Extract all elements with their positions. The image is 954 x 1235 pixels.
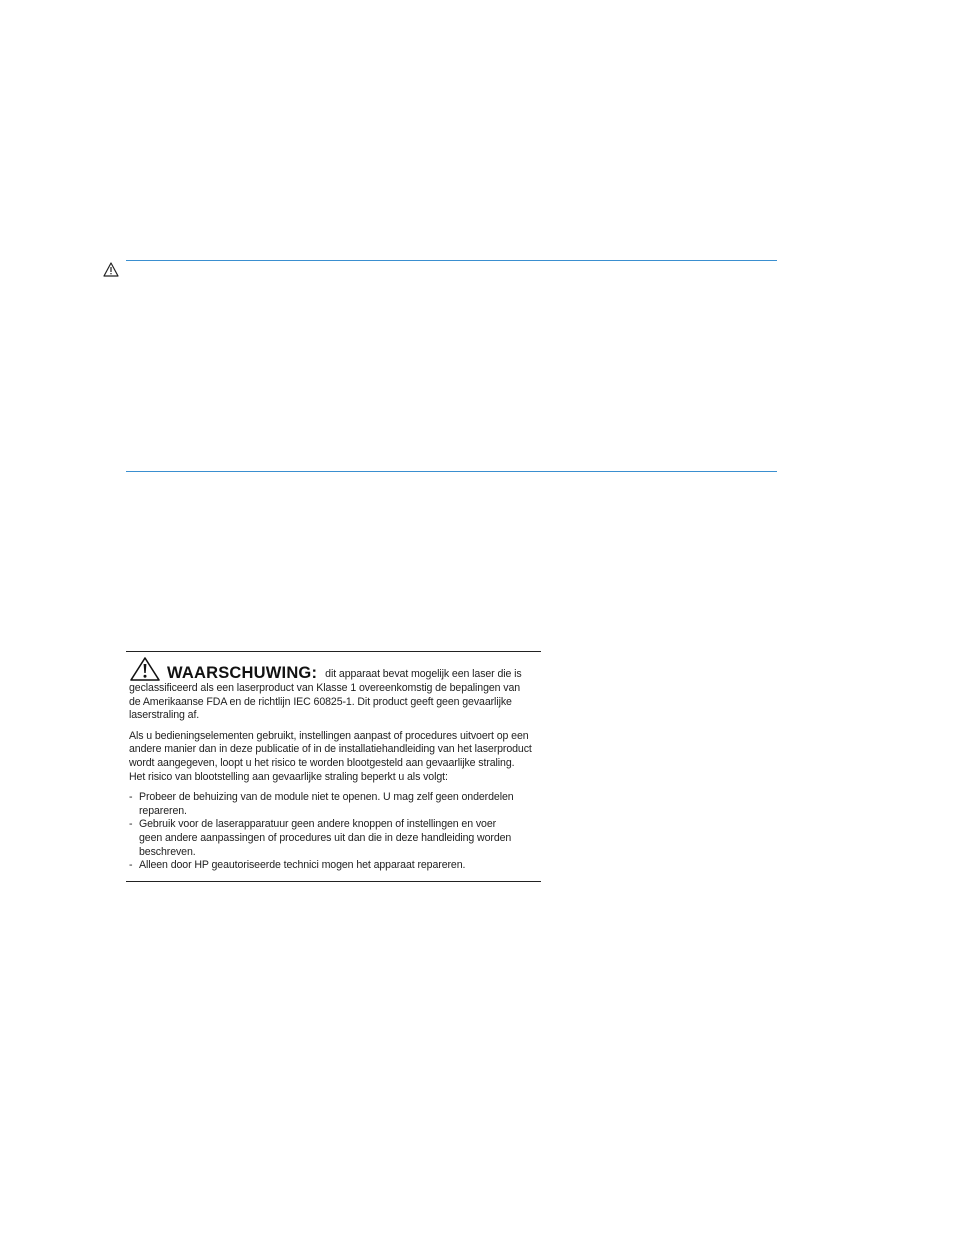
label-intro-first-line: dit apparaat bevat mogelijk een laser die is bbox=[325, 668, 522, 680]
list-item bbox=[129, 791, 541, 818]
list-item bbox=[129, 859, 541, 873]
label-title: WAARSCHUWING: bbox=[167, 664, 318, 682]
label-heading-row bbox=[129, 658, 541, 682]
laser-warning-label bbox=[126, 651, 541, 882]
list-item-text: Alleen door HP geautoriseerde technici mogen het apparaat repareren. bbox=[139, 859, 466, 872]
label-paragraph: Als u bedieningselementen gebruikt, instellingen aanpast of procedures uitvoert op een andere manier dan in deze publicatie of in de installatiehandleiding van het laserproduct wordt aangegeven, loopt u het risico te worden blootgesteld aan gevaarlijke straling. Het risico van blootstelling aan gevaarlijke straling beperkt u als volgt: bbox=[129, 729, 532, 783]
exclamation-triangle-icon bbox=[129, 656, 161, 682]
list-dash: - bbox=[129, 791, 133, 804]
list-dash: - bbox=[129, 818, 133, 831]
list-item-text: Gebruik voor de laserapparatuur geen andere knoppen of instellingen en voer geen andere aanpassingen of procedures uit dan die in deze handleiding worden beschreven. bbox=[139, 818, 512, 858]
list-dash: - bbox=[129, 859, 133, 872]
list-item bbox=[129, 818, 541, 859]
list-item-text: Probeer de behuizing van de module niet te openen. U mag zelf geen onderdelen repareren. bbox=[139, 791, 514, 817]
warning-triangle-icon bbox=[103, 262, 119, 277]
note-bottom-rule bbox=[126, 471, 777, 472]
label-list bbox=[129, 791, 541, 873]
label-intro-text: geclassificeerd als een laserproduct van Klasse 1 overeenkomstig de bepalingen van de Amerikaanse FDA en de richtlijn IEC 60825-1. Dit product geeft geen gevaarlijke laserstraling af. bbox=[129, 682, 521, 722]
note-top-rule bbox=[126, 260, 777, 261]
